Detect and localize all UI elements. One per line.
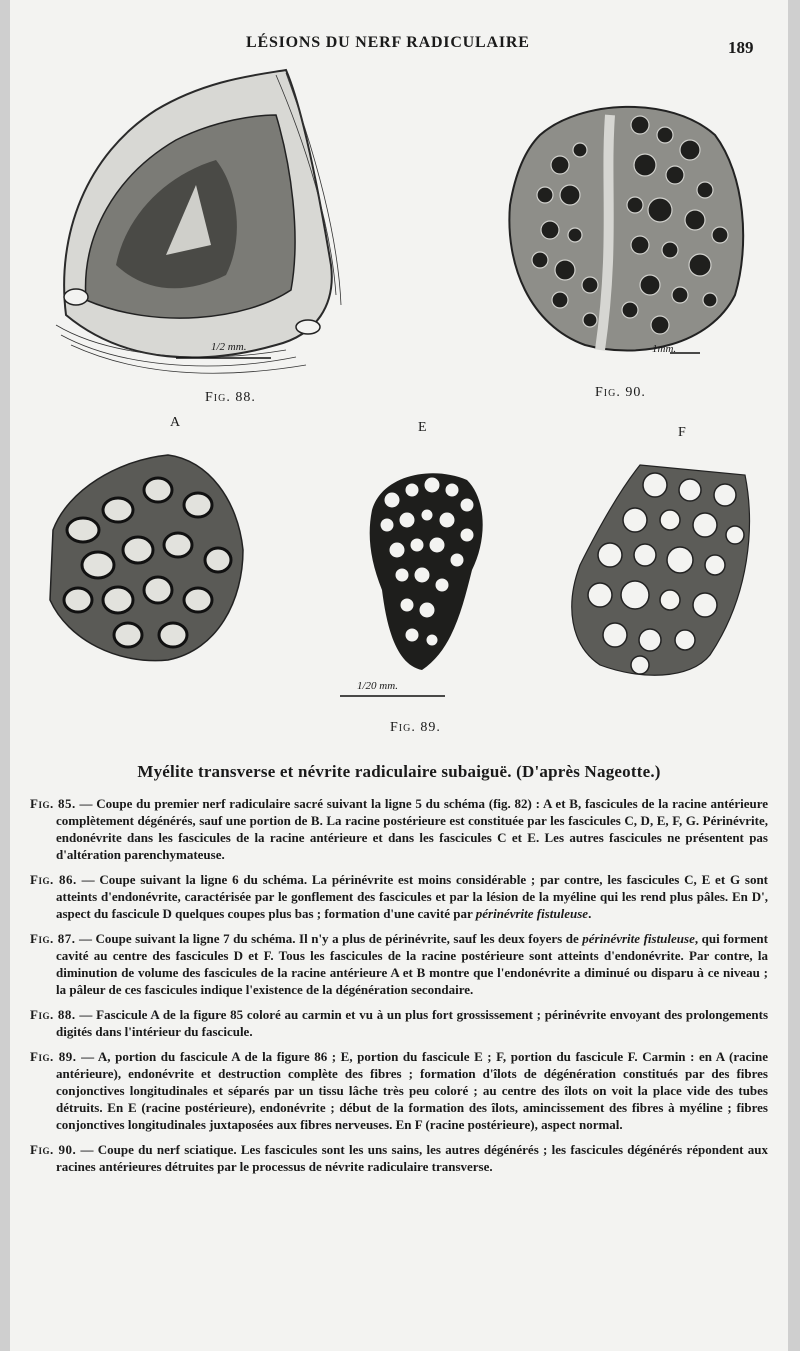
running-title: LÉSIONS DU NERF RADICULAIRE: [246, 34, 530, 51]
fig-89-panel-f-letter: F: [678, 425, 686, 440]
legend-fig-86-num: Fig. 86.: [30, 872, 77, 887]
page-header: [10, 30, 788, 60]
legend-fig-85: [30, 795, 768, 863]
legend-fig-86: [30, 871, 768, 922]
fig-89-scale-label: 1/20 mm.: [357, 680, 398, 692]
legend-fig-89: [30, 1048, 768, 1133]
fig-90-scale-label: 1mm.: [652, 343, 677, 355]
fig-89-e-drawing: [362, 460, 492, 675]
caption-title: Myélite transverse et névrite radiculaire subaiguë. (D'après Nageotte.): [137, 762, 661, 781]
fig-89-scale-bar: [335, 680, 455, 700]
fig-89-a-drawing: [38, 450, 248, 665]
legend-fig-90-num: Fig. 90.: [30, 1142, 77, 1157]
fig-89-panel-a: [38, 450, 248, 665]
legend-fig-88-text: — Fascicule A de la figure 85 coloré au carmin et vu à un plus fort grossissement ; périnévrite envoyant des prolongements digités dans l'intérieur du fascicule.: [56, 1007, 769, 1039]
fig-89-f-drawing: [560, 455, 760, 685]
legend-fig-87-text: — Coupe suivant la ligne 7 du schéma. Il n'y a plus de périnévrite, sauf les deux foyers de: [79, 931, 583, 946]
fig-90-label: Fig. 90.: [595, 385, 646, 400]
legend-fig-87: [30, 930, 768, 998]
book-page: [10, 0, 788, 1351]
fig-89-label: Fig. 89.: [390, 720, 441, 735]
legend-fig-87-tail: , qui forment cavité au centre des fascicules D et F. Tous les fascicules de la racine postérieure sont atteints d'endonévrite. Par contre, la diminution de volume des fascicules de la racine antérieure A et B montre que l'endonévrite a diminué ou disparu à ce niveau ; la pâleur de ces fascicules indique l'existence de la dégénération secondaire.: [56, 931, 768, 997]
legend-fig-87-num: Fig. 87.: [30, 931, 76, 946]
legend-fig-86-italic: périnévrite fistuleuse: [475, 906, 589, 921]
legend-fig-87-italic: périnévrite fistuleuse: [582, 931, 695, 946]
fig-89-panel-e: [362, 460, 492, 675]
fig-88-scale-label: 1/2 mm.: [211, 341, 247, 353]
legend-fig-88-num: Fig. 88.: [30, 1007, 76, 1022]
fig-88-illustration: [46, 65, 346, 385]
legend-fig-89-num: Fig. 89.: [30, 1049, 77, 1064]
fig-89-panel-f: [560, 455, 760, 685]
legend-fig-90: [30, 1141, 768, 1175]
legend-fig-86-tail: .: [588, 906, 592, 921]
fig-88-drawing: [46, 65, 346, 385]
legend-fig-85-text: — Coupe du premier nerf radiculaire sacré suivant la ligne 5 du schéma (fig. 82) : A et B, fascicules de la racine antérieure complètement dégénérés, sauf une portion de B. La racine postérieure est constituée par les fascicules C, D, E, F, G. Périnévrite, endonévrite dans les fascicules de la racine antérieure et dans les fascicules C et E. Les autres fascicules ne présentent pas d'altération parenchymateuse.: [56, 796, 769, 862]
figure-legends: [30, 795, 768, 1183]
figure-plate: [10, 60, 788, 750]
legend-fig-86-text: — Coupe suivant la ligne 6 du schéma. La périnévrite est moins considérable ; par contre, les fascicules C, E et G sont atteints d'endonévrite, caractérisée par le gonflement des fascicules et par la lésion de la myéline qui les rend plus pâles. En D', aspect du fascicule D quelques coupes plus bas ; formation d'une cavité par: [56, 872, 769, 921]
legend-fig-90-text: — Coupe du nerf sciatique. Les fascicules sont les uns sains, les autres dégénérés ; les fascicules dégénérés répondent aux racines antérieures détruites par le processus de névrite radiculaire transverse.: [56, 1142, 768, 1174]
legend-fig-85-num: Fig. 85.: [30, 796, 76, 811]
fig-90-drawing: [500, 95, 750, 365]
fig-88-label: Fig. 88.: [205, 390, 256, 405]
page-number: 189: [728, 38, 754, 57]
legend-fig-88: [30, 1006, 768, 1040]
fig-89-panel-e-letter: E: [418, 420, 427, 435]
fig-89-panel-a-letter: A: [170, 415, 181, 430]
fig-90-illustration: [500, 95, 750, 365]
legend-fig-89-text: — A, portion du fascicule A de la figure 86 ; E, portion du fascicule E ; F, portion du fascicule F. Carmin : en A (racine antérieure), endonévrite et destruction complète des fibres ; formation d'îlots de dégénération constitués par des fibres conjonctives longitudinales et séparés par un tissu lâche très peu coloré ; au centre des îlots on voit la place vide des tubes détruits. En E (racine postérieure), endonévrite ; début de la formation des îlots, amincissement des fibres à myéline ; fibres conjonctives longitudinales juxtaposées aux fibres nerveuses. En F (racine postérieure), aspect normal.: [56, 1049, 769, 1132]
